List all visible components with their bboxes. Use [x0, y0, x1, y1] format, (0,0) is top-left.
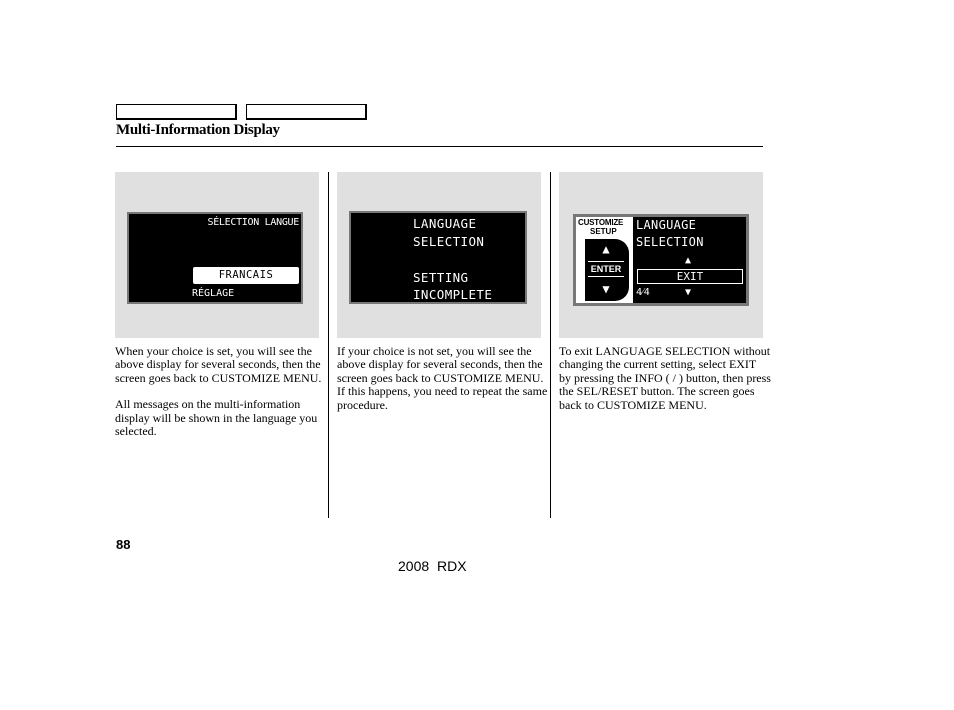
up-arrow-icon: ▲: [602, 242, 610, 256]
display-panel-2: [337, 172, 541, 338]
page-number: 88: [116, 537, 131, 552]
display-panel-1: [115, 172, 319, 338]
down-arrow-icon: ▼: [685, 287, 692, 298]
paragraph: If your choice is not set, you will see the above display for several seconds, then the screen goes back to CUSTOMIZE MENU. If this happens, you need to repeat the same procedure.: [337, 344, 548, 412]
column-divider: [328, 172, 329, 518]
page-title: Multi-Information Display: [116, 122, 280, 138]
column-2-text: [337, 345, 549, 425]
display-screen-language-set: [127, 212, 303, 304]
screen-line: SETTING: [413, 270, 469, 285]
enter-key: ENTER: [588, 261, 624, 277]
title-rule: [116, 146, 763, 147]
setup-label: SETUP: [590, 227, 617, 236]
screen-footer-text: RÉGLAGE: [192, 288, 235, 299]
selected-language: FRANCAIS: [193, 267, 299, 284]
screen-line: LANGUAGE: [413, 216, 477, 231]
customize-setup-panel: [576, 217, 633, 303]
display-panel-3: [559, 172, 763, 338]
customize-label: CUSTOMIZE: [578, 218, 624, 227]
column-3-text: [559, 345, 771, 425]
screen-line: INCOMPLETE: [413, 287, 493, 302]
control-keys: [585, 239, 629, 301]
display-screen-language-exit: [573, 214, 749, 306]
column-divider: [550, 172, 551, 518]
paragraph: All messages on the multi-information display will be shown in the language you selected.: [115, 397, 318, 439]
paragraph: To exit LANGUAGE SELECTION without changing the current setting, select EXIT by pressing the INFO ( / ) button, then press the SEL/RESET button. The screen goes back to CUSTOMIZE MENU.: [559, 344, 771, 412]
down-arrow-icon: ▼: [602, 282, 610, 296]
screen-line: SELECTION: [636, 235, 704, 249]
page-indicator: 4⁄4: [636, 287, 650, 298]
up-arrow-icon: ▲: [685, 255, 692, 266]
header-tab-1: [116, 104, 237, 120]
display-screen-setting-incomplete: [349, 211, 527, 304]
paragraph: When your choice is set, you will see the above display for several seconds, then the screen goes back to CUSTOMIZE MENU.: [115, 344, 322, 385]
model-footer: 2008 RDX: [398, 558, 467, 574]
screen-heading: SÉLECTION LANGUE: [207, 217, 299, 228]
exit-option: EXIT: [637, 269, 743, 284]
screen-line: LANGUAGE: [636, 218, 697, 232]
header-tab-2: [246, 104, 367, 120]
column-1-text: [115, 345, 325, 451]
screen-line: SELECTION: [413, 234, 485, 249]
